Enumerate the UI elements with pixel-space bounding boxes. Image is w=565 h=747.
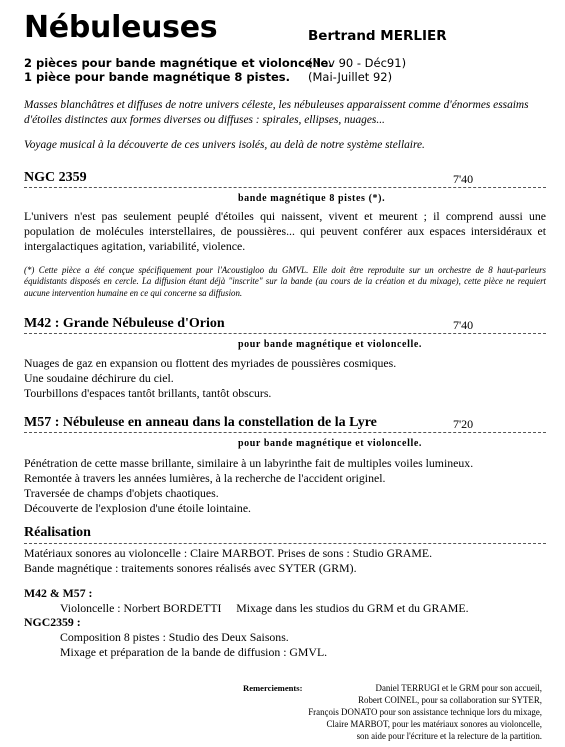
piece-instrumentation-m57: pour bande magnétique et violoncelle. (238, 438, 422, 449)
thanks-line: son aide pour l'écriture et la relecture de la partition. (356, 731, 542, 741)
piece-line-m42: Une soudaine déchirure du ciel. (24, 371, 174, 385)
piece-title-ngc2359: NGC 2359 (24, 170, 87, 185)
intro-paragraph: Masses blanchâtres et diffuses de notre univers céleste, les nébuleuses apparaissent comme d'énormes essaims d'étoiles distinctes aux formes diverses ou diffuses : spirales, ellipses, nuages... (24, 99, 529, 126)
piece-line-m57: Remontée à travers les années lumières, à la recherche de l'accident originel. (24, 471, 386, 485)
thanks-line: Daniel TERRUGI et le GRM pour son accueil, (375, 683, 542, 693)
realisation-line: Bande magnétique : traitements sonores réalisés avec SYTER (GRM). (24, 561, 357, 575)
section-divider (24, 333, 546, 334)
piece-line-m42: Nuages de gaz en expansion ou flottent des myriades de poussières cosmiques. (24, 356, 397, 370)
section-divider (24, 432, 546, 433)
piece-instrumentation-m42: pour bande magnétique et violoncelle. (238, 339, 422, 350)
credit-label-ngc2359: NGC2359 : (24, 615, 81, 629)
subtitle-date-2: (Mai-Juillet 92) (308, 70, 393, 84)
subtitle-line-2: 1 pièce pour bande magnétique 8 pistes. (24, 70, 290, 84)
page-title: Nébuleuses (24, 10, 218, 45)
thanks-label: Remerciements: (243, 683, 303, 693)
thanks-line: Claire MARBOT, pour les matériaux sonores au violoncelle, (326, 719, 542, 729)
section-divider (24, 187, 546, 188)
piece-line-m57: Pénétration de cette masse brillante, similaire à un labyrinthe fait de multiples voiles lumineux. (24, 456, 474, 470)
realisation-line: Matériaux sonores au violoncelle : Claire MARBOT. Prises de sons : Studio GRAME. (24, 546, 433, 560)
piece-line-m57: Traversée de champs d'objets chaotiques. (24, 486, 219, 500)
piece-duration-m57: 7'20 (453, 417, 474, 431)
piece-title-m42: M42 : Grande Nébuleuse d'Orion (24, 316, 225, 331)
piece-footnote-ngc2359: (*) Cette pièce a été conçue spécifiquement pour l'Acoustigloo du GMVL. Elle doit être reproduite sur un orchestre de 8 haut-parleurs équidistants disposés en cercle. La diffusion étant déjà "inscrite" sur la bande (au cours de la création et du mixage), cette pièce ne requiert aucune intervention humaine en ce qui concerne sa diffusion. (24, 265, 546, 298)
piece-line-m42: Tourbillons d'espaces tantôt brillants, tantôt obscurs. (24, 386, 272, 400)
subtitle-line-1: 2 pièces pour bande magnétique et violoncelle. (24, 56, 333, 70)
credit-line-ngc2359: Composition 8 pistes : Studio des Deux Saisons. (60, 630, 289, 644)
piece-duration-ngc2359: 7'40 (453, 172, 474, 186)
intro-voyage: Voyage musical à la découverte de ces univers isolés, au delà de notre système stellaire. (24, 139, 425, 151)
piece-instrumentation-ngc2359: bande magnétique 8 pistes (*). (238, 193, 386, 204)
subtitle-date-1: (Nov 90 - Déc91) (308, 56, 407, 70)
piece-title-m57: M57 : Nébuleuse en anneau dans la constellation de la Lyre (24, 415, 377, 430)
piece-description-ngc2359: L'univers n'est pas seulement peuplé d'étoiles qui naissent, vivent et meurent ; il comprend aussi une population de molécules interstellaires, de poussières... qui peuvent conférer aux espaces intersidéraux et intergalactiques agitation, variabilité, violence. (24, 209, 546, 253)
realisation-heading: Réalisation (24, 525, 91, 540)
section-divider (24, 543, 546, 544)
piece-line-m57: Découverte de l'explosion d'une étoile lointaine. (24, 501, 252, 515)
thanks-line: Robert COINEL, pour sa collaboration sur SYTER, (358, 695, 542, 705)
credit-line-m42-m57: Violoncelle : Norbert BORDETTI Mixage dans les studios du GRM et du GRAME. (60, 601, 469, 615)
credit-line-ngc2359: Mixage et préparation de la bande de diffusion : GMVL. (60, 645, 328, 659)
credit-label-m42-m57: M42 & M57 : (24, 586, 93, 600)
thanks-line: François DONATO pour son assistance technique lors du mixage, (308, 707, 542, 717)
piece-duration-m42: 7'40 (453, 318, 474, 332)
author-name: Bertrand MERLIER (308, 28, 447, 44)
